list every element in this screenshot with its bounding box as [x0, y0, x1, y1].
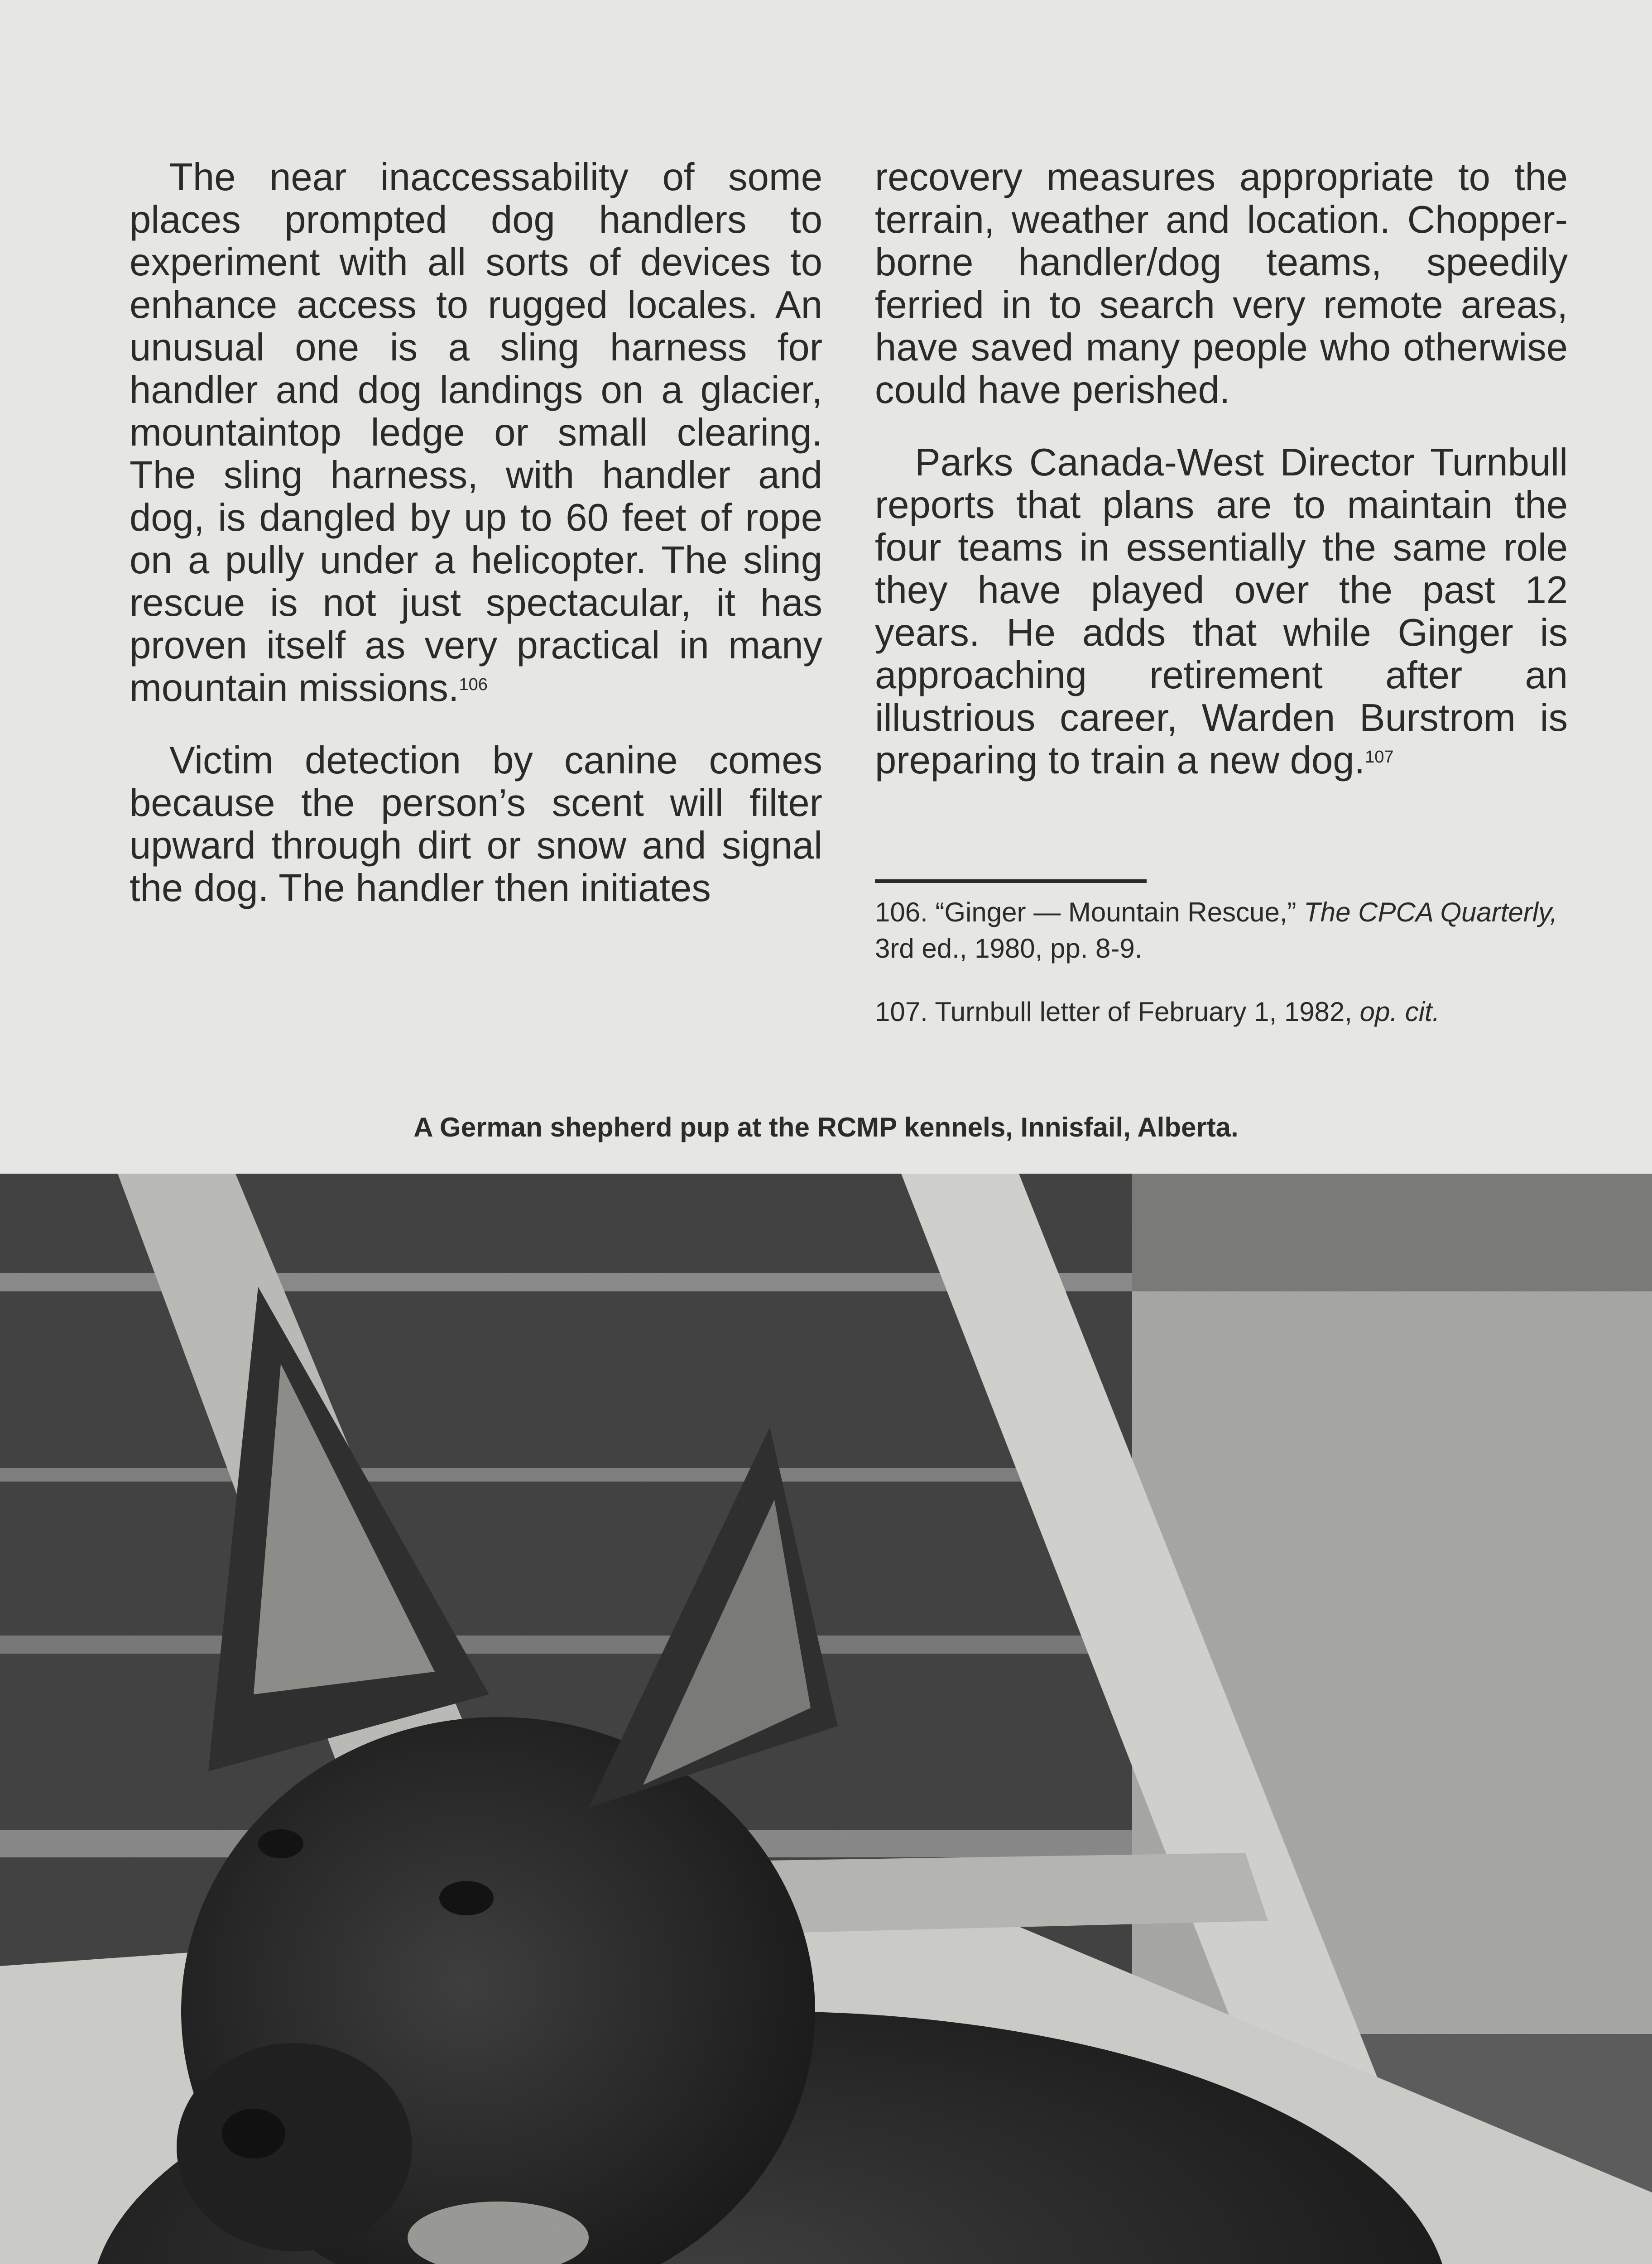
photo-caption: A German shepherd pup at the RCMP kennels, Innisfail, Alberta.: [413, 1112, 1239, 1142]
footnote-107: [875, 994, 1568, 1030]
paragraph-text: The near inaccessability of some places prompted dog handlers to experiment with all sorts of devices to enhance access to rugged locales. An unusual one is a sling harness for handler and dog landings on a glacier, mountaintop ledge or small clearing. The sling harness, with handler and dog, is dangled by up to 60 feet of rope on a pully under a helicopter. The sling rescue is not just spectacular, it has proven itself as very practical in many mountain missions.: [130, 156, 822, 710]
paragraph: [130, 739, 822, 910]
footnote-106: [875, 894, 1568, 967]
left-column: [130, 156, 822, 910]
footnote-ref: 107: [1365, 748, 1394, 767]
photo-illustration: [0, 1174, 1652, 2264]
footnote-ref: 106: [459, 675, 488, 694]
footnote-divider: [875, 879, 1147, 883]
paragraph: [875, 156, 1568, 412]
footnote-opcit: op. cit.: [1359, 997, 1440, 1027]
footnote-journal: The CPCA Quarterly,: [1304, 897, 1558, 927]
right-column: [875, 156, 1568, 782]
footnotes: [875, 894, 1568, 1030]
footnote-detail: 3rd ed., 1980, pp. 8-9.: [875, 933, 1143, 964]
footnote-text: Turnbull letter of February 1, 1982,: [935, 997, 1352, 1027]
german-shepherd-pup-photo: [0, 1174, 1652, 2264]
paragraph: [130, 156, 822, 710]
paragraph: [875, 441, 1568, 782]
footnote-quote: “Ginger — Mountain Rescue,”: [935, 897, 1297, 927]
paragraph-text: Parks Canada-West Director Turnbull reports that plans are to maintain the four teams in essentially the same role they have played over the past 12 years. He adds that while Ginger is approaching retirement after an illustrious career, Warden Burstrom is preparing to train a new dog.: [875, 441, 1568, 782]
paragraph-text: recovery measures appropriate to the terrain, weather and location. Chopper-borne handler/dog teams, speedily ferried in to search very remote areas, have saved many people who otherwise could have perished.: [875, 156, 1568, 412]
footnote-number: 107.: [875, 997, 928, 1027]
footnote-number: 106.: [875, 897, 928, 927]
paragraph-text: Victim detection by canine comes because the person’s scent will filter upward through dirt or snow and signal the dog. The handler then initiates: [130, 739, 822, 910]
